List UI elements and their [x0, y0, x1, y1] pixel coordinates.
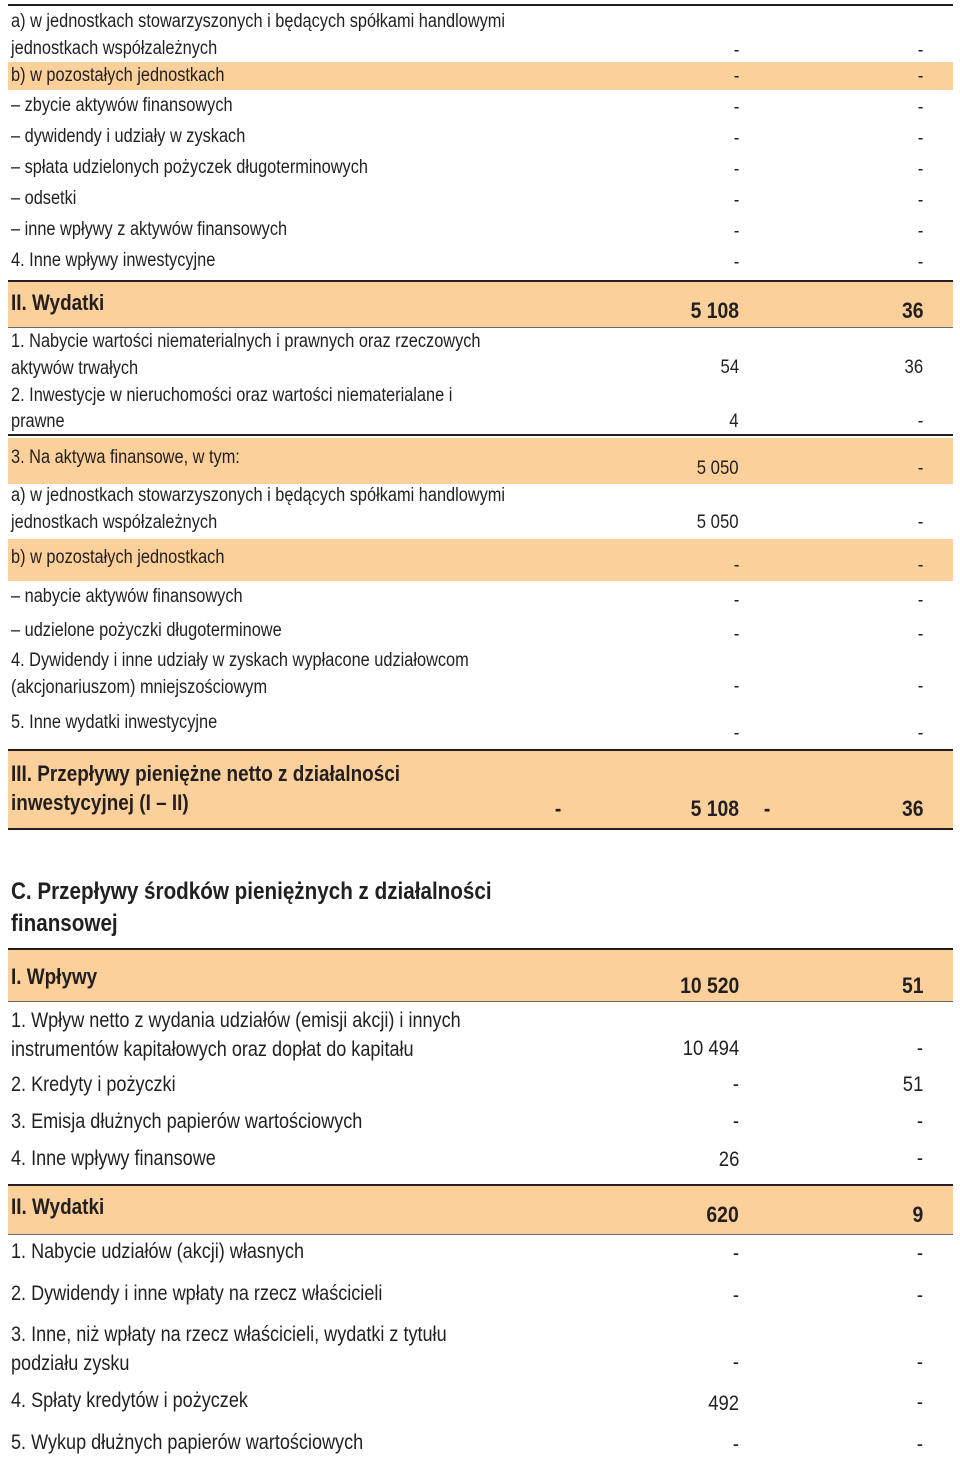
row-label-continued: jednostkach współzależnych — [11, 512, 218, 533]
row-value-previous: - — [917, 624, 923, 645]
row-value-current: 54 — [720, 357, 739, 378]
row-label: a) w jednostkach stowarzyszonych i będących spółkami handlowymi — [11, 485, 506, 506]
table-row — [8, 707, 953, 749]
table-row — [8, 1428, 953, 1459]
row-value-current: 10 520 — [679, 973, 739, 998]
table-row — [8, 1279, 953, 1319]
row-label: – zbycie aktywów finansowych — [11, 95, 233, 116]
row-value-previous: - — [916, 1284, 923, 1307]
row-label-continued: (akcjonariuszom) mniejszościowym — [11, 677, 268, 698]
row-value-previous: - — [917, 159, 923, 180]
table-row — [8, 1004, 953, 1068]
row-value-current: 5 108 — [690, 298, 739, 323]
section-label-continued: inwestycyjnej (I – II) — [11, 790, 189, 815]
row-sign-previous: - — [763, 796, 770, 821]
table-row — [8, 583, 953, 615]
row-label-continued: jednostkach współzależnych — [11, 38, 218, 59]
table-row — [8, 4, 953, 62]
row-value-previous: - — [916, 1351, 923, 1374]
row-label: 4. Inne wpływy finansowe — [11, 1147, 216, 1170]
table-row — [8, 1107, 953, 1143]
row-value-current: - — [732, 1110, 739, 1133]
row-label: 4. Dywidendy i inne udziały w zyskach wypłacone udziałowcom — [11, 650, 469, 671]
row-label: – nabycie aktywów finansowych — [11, 586, 243, 607]
row-value-previous: 51 — [901, 973, 923, 998]
row-label: 3. Emisja dłużnych papierów wartościowych — [11, 1110, 363, 1133]
row-value-previous: 36 — [901, 298, 923, 323]
row-value-previous: - — [917, 128, 923, 149]
row-value-current: - — [733, 66, 739, 87]
row-label: 5. Wykup dłużnych papierów wartościowych — [11, 1431, 364, 1454]
row-label: 2. Inwestycje w nieruchomości oraz wartości niematerialane i — [11, 385, 453, 406]
row-label: 1. Wpływ netto z wydania udziałów (emisji akcji) i innych — [11, 1009, 461, 1032]
row-value-previous: - — [917, 252, 923, 273]
row-label: – odsetki — [11, 188, 77, 209]
table-row-section-header — [8, 1184, 953, 1235]
table-row — [8, 1144, 953, 1182]
row-value-current: - — [733, 128, 739, 149]
row-label: – spłata udzielonych pożyczek długoterminowych — [11, 157, 368, 178]
section-heading — [8, 876, 953, 948]
row-value-previous: - — [916, 1433, 923, 1456]
section-title-continued: finansowej — [11, 910, 118, 937]
row-label: b) w pozostałych jednostkach — [11, 65, 225, 86]
row-value-previous: 36 — [901, 796, 923, 821]
row-value-previous: 36 — [904, 357, 923, 378]
row-value-current: 620 — [706, 1202, 739, 1227]
row-value-previous: - — [916, 1147, 923, 1170]
row-value-current: - — [733, 252, 739, 273]
table-row — [8, 185, 953, 215]
row-value-previous: - — [916, 1037, 923, 1060]
row-label: 2. Dywidendy i inne wpłaty na rzecz właścicieli — [11, 1282, 383, 1305]
row-value-previous: 51 — [902, 1073, 923, 1096]
row-value-current: - — [733, 159, 739, 180]
table-row — [8, 154, 953, 184]
row-value-current: - — [732, 1433, 739, 1456]
row-value-current: 5 050 — [697, 458, 739, 479]
table-row — [8, 1070, 953, 1106]
row-label: 2. Kredyty i pożyczki — [11, 1073, 176, 1096]
row-value-previous: - — [917, 458, 923, 479]
row-value-current: - — [732, 1073, 739, 1096]
row-sign-current: - — [554, 796, 561, 821]
row-value-previous: - — [917, 590, 923, 611]
table-row — [8, 216, 953, 246]
table-row — [8, 328, 953, 382]
row-value-previous: - — [917, 676, 923, 697]
table-row — [8, 1237, 953, 1277]
table-row — [8, 1386, 953, 1426]
row-value-previous: - — [917, 411, 923, 432]
row-label: 5. Inne wydatki inwestycyjne — [11, 712, 218, 733]
row-value-previous: 9 — [912, 1202, 923, 1227]
row-value-current: 5 050 — [697, 512, 739, 533]
row-label-continued: prawne — [11, 411, 65, 432]
table-row — [8, 62, 953, 90]
row-value-previous: - — [917, 190, 923, 211]
row-label: – dywidendy i udziały w zyskach — [11, 126, 246, 147]
row-label: 3. Inne, niż wpłaty na rzecz właścicieli, wydatki z tytułu — [11, 1323, 447, 1346]
section-label: III. Przepływy pieniężne netto z działalności — [11, 761, 401, 786]
table-row — [8, 482, 953, 537]
row-value-previous: - — [917, 512, 923, 533]
table-row — [8, 647, 953, 705]
row-value-previous: - — [917, 97, 923, 118]
row-value-previous: - — [916, 1391, 923, 1414]
table-row — [8, 123, 953, 153]
table-row-section-header — [8, 948, 953, 1002]
row-value-current: - — [732, 1242, 739, 1265]
row-value-previous: - — [917, 40, 923, 61]
table-row-section-header — [8, 280, 953, 328]
row-label: 3. Na aktywa finansowe, w tym: — [11, 447, 240, 468]
row-value-previous: - — [916, 1110, 923, 1133]
row-value-previous: - — [917, 723, 923, 744]
row-value-previous: - — [917, 221, 923, 242]
row-value-current: - — [732, 1284, 739, 1307]
table-row — [8, 539, 953, 581]
row-label: – udzielone pożyczki długoterminowe — [11, 620, 282, 641]
row-label-continued: instrumentów kapitałowych oraz dopłat do kapitału — [11, 1038, 414, 1061]
row-value-current: - — [732, 1351, 739, 1374]
row-value-current: 492 — [708, 1392, 739, 1415]
row-label-continued: aktywów trwałych — [11, 358, 139, 379]
row-value-current: - — [733, 555, 739, 576]
table-row — [8, 438, 953, 484]
table-row — [8, 1320, 953, 1382]
table-row — [8, 617, 953, 647]
row-label: 4. Inne wpływy inwestycyjne — [11, 250, 216, 271]
row-value-previous: - — [917, 555, 923, 576]
section-title: C. Przepływy środków pieniężnych z działalności — [11, 878, 492, 905]
row-label: – inne wpływy z aktywów finansowych — [11, 219, 288, 240]
section-label: II. Wydatki — [11, 290, 105, 315]
row-value-current: - — [733, 723, 739, 744]
section-label: II. Wydatki — [11, 1194, 105, 1219]
row-value-current: - — [733, 190, 739, 211]
row-value-current: 26 — [718, 1148, 739, 1171]
row-label: 1. Nabycie udziałów (akcji) własnych — [11, 1240, 305, 1263]
table-row — [8, 247, 953, 277]
row-label: a) w jednostkach stowarzyszonych i będących spółkami handlowymi — [11, 11, 506, 32]
row-label-continued: podziału zysku — [11, 1352, 130, 1375]
row-value-current: - — [733, 624, 739, 645]
row-value-current: - — [733, 221, 739, 242]
section-label: I. Wpływy — [11, 964, 98, 989]
row-label: b) w pozostałych jednostkach — [11, 547, 225, 568]
row-value-current: 5 108 — [690, 796, 739, 821]
row-value-current: - — [733, 97, 739, 118]
row-value-current: - — [733, 40, 739, 61]
row-value-previous: - — [917, 66, 923, 87]
row-label: 4. Spłaty kredytów i pożyczek — [11, 1389, 248, 1412]
table-row-section-total — [8, 749, 953, 830]
row-value-current: - — [733, 676, 739, 697]
table-row — [8, 382, 953, 436]
row-value-previous: - — [916, 1242, 923, 1265]
row-label: 1. Nabycie wartości niematerialnych i prawnych oraz rzeczowych — [11, 331, 481, 352]
row-value-current: - — [733, 590, 739, 611]
row-value-current: 10 494 — [682, 1037, 739, 1060]
table-row — [8, 92, 953, 122]
row-value-current: 4 — [729, 411, 739, 432]
